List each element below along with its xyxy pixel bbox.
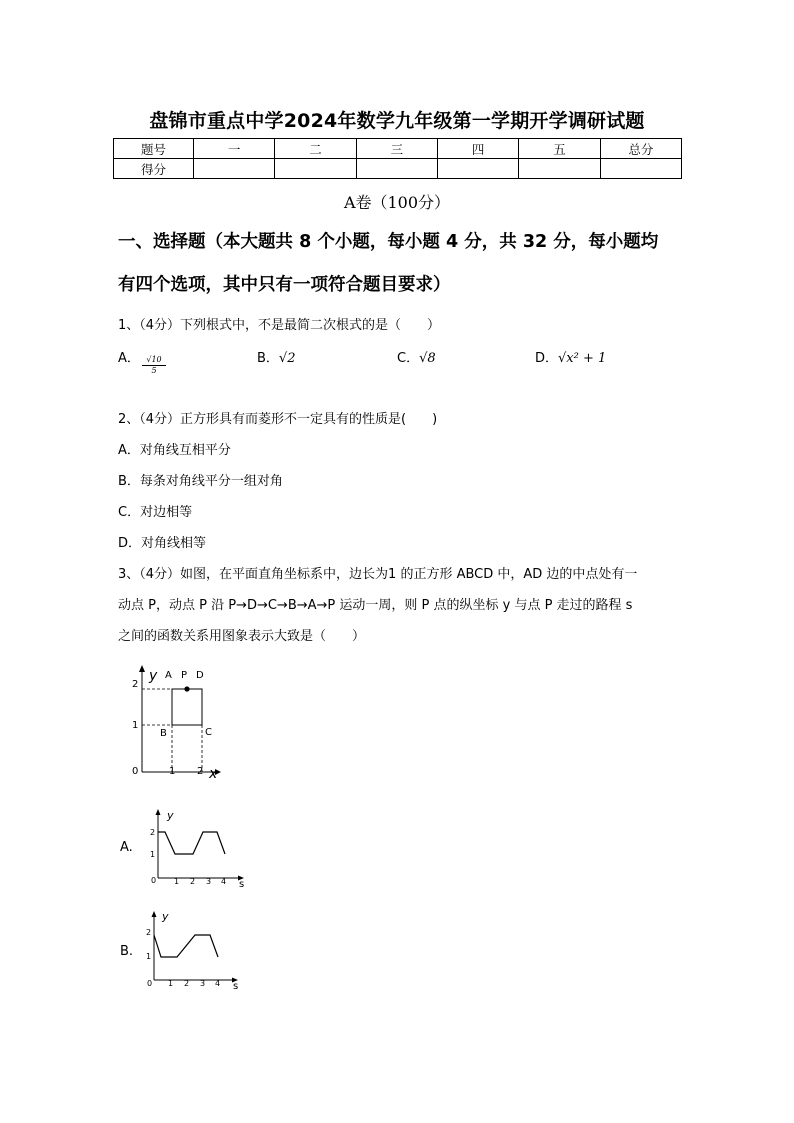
score-cell [519, 159, 600, 179]
score-cell [600, 159, 681, 179]
fig-point-b: B [160, 728, 167, 739]
opt-a-y-label: y [167, 809, 174, 822]
opt-b-y-label: y [162, 910, 169, 923]
q2-option-a: A．对角线互相平分 [118, 443, 231, 458]
opt-a-y-arrow [156, 809, 161, 815]
part1-heading-line2: 有四个选项，其中只有一项符合题目要求） [118, 275, 451, 295]
score-table-score-row [114, 159, 682, 179]
score-table [113, 138, 682, 179]
q1-option-a [118, 347, 140, 366]
score-cell [437, 159, 518, 179]
q2-option-c: C．对边相等 [118, 505, 193, 520]
q1-option-d [535, 347, 606, 366]
fig-tick-y1: 1 [132, 720, 139, 731]
q3-stem-line1: 3、（4分）如图，在平面直角坐标系中，边长为1 的正方形 ABCD 中，AD 边的中点处有一 [118, 567, 638, 582]
exam-title: 盘锦市重点中学2024年数学九年级第一学期开学调研试题 [149, 110, 645, 132]
fig-point-d: D [196, 670, 204, 681]
square-abcd [172, 689, 202, 725]
y-axis-arrow [139, 665, 145, 672]
fig-x-label: x [209, 766, 218, 782]
q1-option-a-numerator: √10 [142, 355, 166, 366]
opt-a-origin: 0 [151, 876, 157, 885]
q1-option-c [397, 347, 436, 366]
opt-a-s-label: s [239, 879, 245, 887]
q2-stem: 2、（4分）正方形具有而菱形不一定具有的性质是( ) [118, 412, 438, 427]
q1-option-d-label: D． [535, 351, 559, 366]
opt-a-tick-x3: 3 [206, 877, 212, 886]
q2-option-b: B．每条对角线平分一组对角 [118, 474, 283, 489]
opt-b-tick-x2: 2 [184, 979, 190, 988]
q3-stem-line2: 动点 P，动点 P 沿 P→D→C→B→A→P 运动一周，则 P 点的纵坐标 y 与点 P 走过的路程 s [118, 598, 633, 613]
fig-point-a: A [165, 670, 172, 681]
fig-tick-x1: 1 [169, 766, 176, 777]
score-table-header: 题号 [114, 139, 194, 159]
score-cell [275, 159, 356, 179]
fig-tick-x2: 2 [197, 766, 204, 777]
opt-a-tick-x1: 1 [174, 877, 180, 886]
score-table-header: 五 [519, 139, 600, 159]
q1-option-a-label: A． [118, 351, 140, 366]
q1-option-c-expr: √8 [419, 351, 436, 366]
opt-a-tick-x2: 2 [190, 877, 196, 886]
q1-option-c-label: C． [397, 351, 420, 366]
q3-coordinate-figure [125, 660, 225, 782]
score-table-header: 三 [356, 139, 437, 159]
q3-option-b-label: B. [120, 944, 134, 959]
opt-b-tick-y2: 2 [146, 928, 152, 937]
section-a-heading: A卷（100分） [343, 193, 451, 212]
opt-b-curve [154, 935, 218, 957]
q1-option-a-fraction [142, 355, 166, 376]
score-table-header: 总分 [600, 139, 681, 159]
q3-option-a-graph [145, 805, 250, 887]
opt-b-tick-x3: 3 [200, 979, 206, 988]
q3-option-a-label: A. [120, 840, 133, 855]
opt-b-tick-y1: 1 [146, 952, 152, 961]
score-table-header: 四 [437, 139, 518, 159]
q1-option-d-expr: √x² + 1 [558, 351, 607, 366]
opt-a-curve [158, 832, 225, 854]
q2-option-d: D．对角线相等 [118, 536, 207, 551]
opt-b-tick-x1: 1 [168, 979, 174, 988]
score-table-header-row [114, 139, 682, 159]
opt-a-tick-x4: 4 [221, 877, 227, 886]
q3-option-b-graph [140, 908, 245, 990]
score-table-header: 二 [275, 139, 356, 159]
opt-b-origin: 0 [147, 979, 153, 988]
score-table-header: 一 [194, 139, 275, 159]
opt-b-s-label: s [233, 981, 239, 990]
q1-stem: 1、（4分）下列根式中，不是最简二次根式的是（ ） [118, 318, 441, 333]
q1-option-b [257, 347, 295, 366]
opt-a-tick-y1: 1 [150, 850, 156, 859]
opt-a-tick-y2: 2 [150, 828, 156, 837]
q1-option-a-denominator: 5 [151, 366, 157, 375]
score-cell [194, 159, 275, 179]
q1-option-b-label: B． [257, 351, 279, 366]
opt-b-y-arrow [152, 911, 157, 917]
fig-point-c: C [205, 727, 212, 738]
q3-stem-line3: 之间的函数关系用图象表示大致是（ ） [118, 629, 366, 644]
opt-b-tick-x4: 4 [215, 979, 221, 988]
fig-tick-y2: 2 [132, 679, 139, 690]
point-p [184, 686, 189, 691]
fig-y-label: y [149, 668, 158, 684]
score-cell [356, 159, 437, 179]
q1-option-b-expr: √2 [278, 351, 296, 366]
fig-point-p: P [181, 670, 188, 681]
part1-heading-line1: 一、选择题（本大题共 8 个小题，每小题 4 分，共 32 分，每小题均 [118, 232, 659, 252]
fig-origin: 0 [132, 766, 139, 777]
score-row-label: 得分 [114, 159, 194, 179]
